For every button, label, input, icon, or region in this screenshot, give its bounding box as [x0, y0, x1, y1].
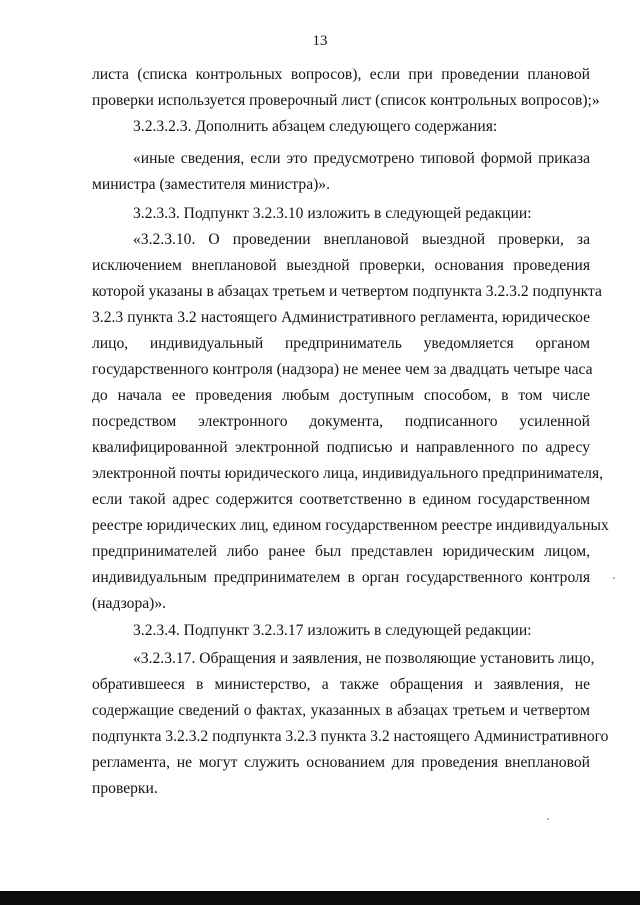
text-line: проверки используется проверочный лист (список контрольных вопросов);»: [92, 92, 600, 109]
text-line: 3.2.3 пункта 3.2 настоящего Административного регламента, юридическое: [92, 309, 590, 326]
text-line: которой указаны в абзацах третьем и четвертом подпункта 3.2.3.2 подпункта: [92, 283, 602, 300]
text-line: листа (списка контрольных вопросов), если при проведении плановой: [92, 66, 590, 83]
text-line: (надзора)».: [92, 595, 167, 612]
text-line: если такой адрес содержится соответственно в едином государственном: [92, 491, 590, 508]
text-line: индивидуальным предпринимателем в орган государственного контроля: [92, 569, 590, 586]
text-line: «3.2.3.10. О проведении внеплановой выездной проверки, за: [133, 231, 590, 248]
text-line: государственного контроля (надзора) не менее чем за двадцать четыре часа: [92, 361, 593, 378]
text-line: обратившееся в министерство, а также обращения и заявления, не: [92, 676, 590, 693]
text-line: «3.2.3.17. Обращения и заявления, не позволяющие установить лицо,: [133, 650, 595, 667]
text-line: подпункта 3.2.3.2 подпункта 3.2.3 пункта 3.2 настоящего Административного: [92, 728, 609, 745]
text-line: лицо, индивидуальный предприниматель уведомляется органом: [92, 335, 590, 352]
text-line: квалифицированной электронной подписью и направленного по адресу: [92, 439, 590, 456]
text-line: посредством электронного документа, подписанного усиленной: [92, 413, 590, 430]
page-number: 13: [312, 33, 328, 49]
text-line: 3.2.3.3. Подпункт 3.2.3.10 изложить в следующей редакции:: [133, 205, 532, 222]
scan-bottom-edge: [0, 891, 640, 905]
scan-speck: [613, 577, 615, 579]
text-line: предпринимателей либо ранее был представлен юридическим лицом,: [92, 543, 590, 560]
text-line: «иные сведения, если это предусмотрено типовой формой приказа: [133, 150, 590, 167]
text-line: до начала ее проведения любым доступным способом, в том числе: [92, 387, 590, 404]
text-line: проверки.: [92, 780, 158, 797]
text-line: реестре юридических лиц, едином государственном реестре индивидуальных: [92, 517, 609, 534]
text-line: 3.2.3.4. Подпункт 3.2.3.17 изложить в следующей редакции:: [133, 622, 532, 639]
text-line: содержащие сведений о фактах, указанных в абзацах третьем и четвертом: [92, 702, 590, 719]
text-line: 3.2.3.2.3. Дополнить абзацем следующего содержания:: [133, 118, 498, 135]
text-line: министра (заместителя министра)».: [92, 176, 331, 193]
text-line: регламента, не могут служить основанием для проведения внеплановой: [92, 754, 590, 771]
text-line: исключением внеплановой выездной проверки, основания проведения: [92, 257, 590, 274]
text-line: электронной почты юридического лица, индивидуального предпринимателя,: [92, 465, 604, 482]
scan-speck: [547, 818, 549, 820]
